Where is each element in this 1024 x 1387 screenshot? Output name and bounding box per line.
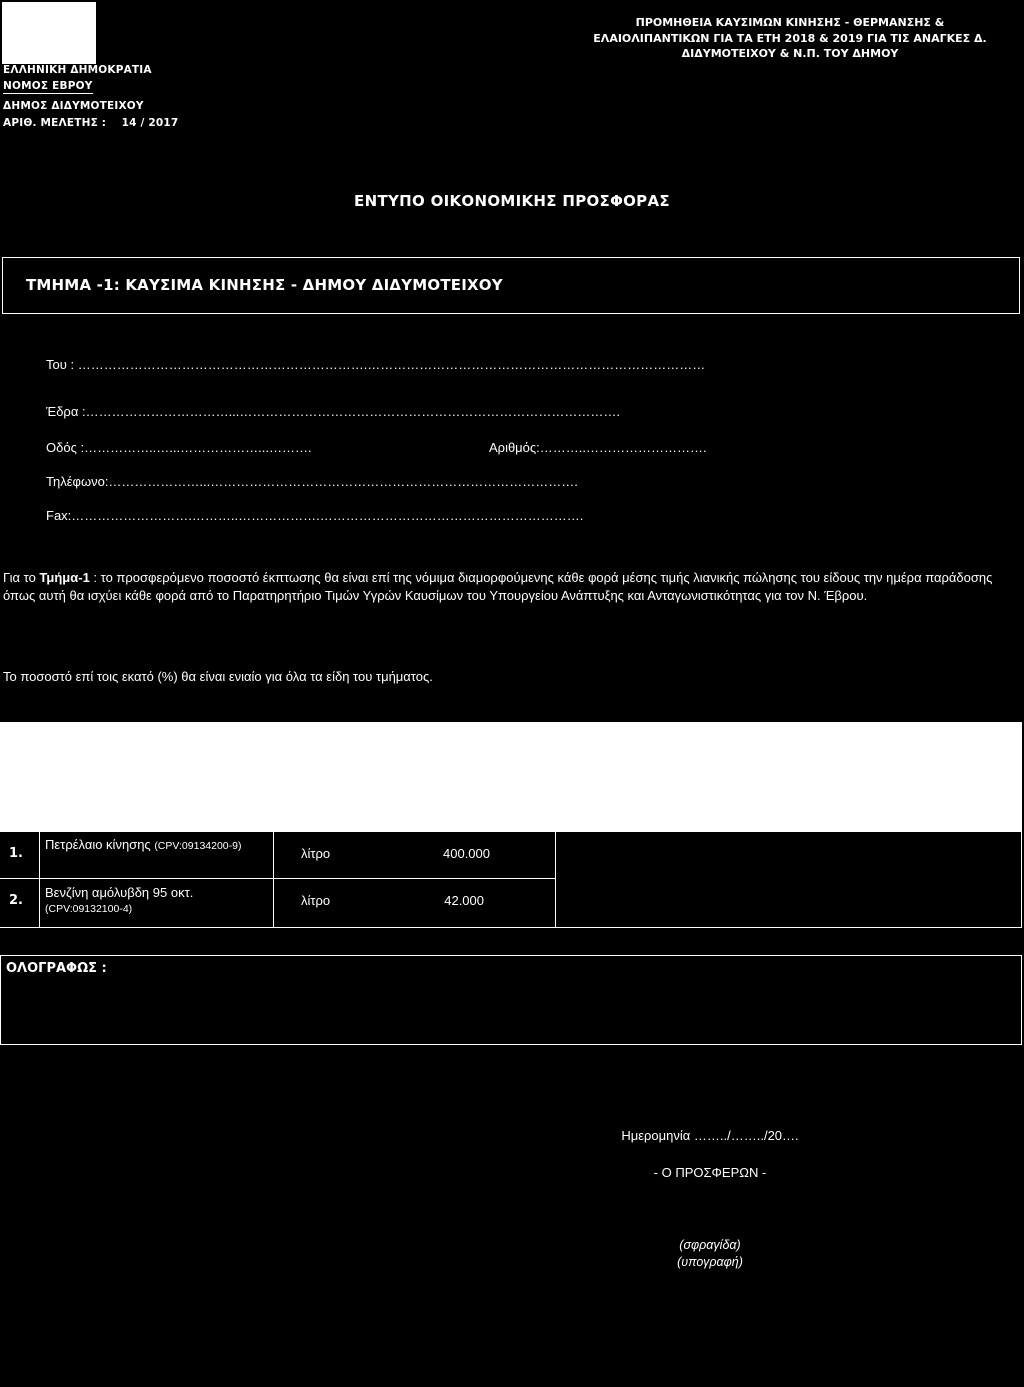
paragraph-text: : το προσφερόμενο ποσοστό έκπτωσης θα είναι επί της νόμιμα διαμορφούμενης κάθε φορά μέσης τιμής λιανικής πώλησης του είδους την ημέρα παράδοσης όπως αυτή θα ισχύει κάθε φορά από το Παρατηρητήριο Τιμών Υγρών Καυσίμων του Υπουργείου Ανάπτυξης και Ανταγωνιστικότητας για τον Ν. Έβρου. [3, 570, 993, 603]
field-street[interactable]: Οδός :……………..…...………………...………. [46, 440, 312, 455]
project-title [560, 15, 1020, 62]
document-title: ΕΝΤΥΠΟ ΟΙΚΟΝΟΜΙΚΗΣ ΠΡΟΣΦΟΡΑΣ [354, 192, 670, 210]
table-border [0, 927, 1022, 928]
item-cpv-code: (CPV:09132100-4) [45, 903, 133, 915]
project-title-line: ΕΛΑΙΟΛΙΠΑΝΤΙΚΩΝ ΓΙΑ ΤΑ ΕΤΗ 2018 & 2019 ΓΙΑ ΤΙΣ ΑΝΑΓΚΕΣ Δ. [593, 31, 987, 45]
item-unit: λίτρο [301, 893, 331, 908]
table-border [39, 830, 40, 928]
paragraph-text: Για το [3, 570, 40, 585]
project-title-line: ΠΡΟΜΗΘΕΙΑ ΚΑΥΣΙΜΩΝ ΚΙΝΗΣΗΣ - ΘΕΡΜΑΝΣΗΣ & [635, 16, 945, 29]
table-border [1021, 830, 1022, 928]
table-header-band [0, 722, 1022, 832]
stamp-label: (σφραγίδα) [679, 1238, 741, 1252]
uniform-rate-paragraph: Το ποσοστό επί τοις εκατό (%) θα είναι ενιαίο για όλα τα είδη του τμήματος. [3, 669, 433, 684]
amount-in-words-box[interactable] [0, 955, 1022, 1045]
paragraph-bold: Τμήμα-1 [39, 570, 90, 585]
item-unit: λίτρο [301, 846, 331, 861]
item-quantity: 400.000 [443, 846, 490, 861]
project-title-line: ΔΙΔΥΜΟΤΕΙΧΟΥ & Ν.Π. ΤΟΥ ΔΗΜΟΥ [681, 47, 899, 60]
item-number: 1. [9, 846, 23, 861]
municipality-label: ΔΗΜΟΣ ΔΙΔΥΜΟΤΕΙΧΟΥ [3, 100, 144, 112]
country-label: ΕΛΛΗΝΙΚΗ ΔΗΜΟΚΡΑΤΙΑ [3, 64, 152, 76]
table-border [555, 830, 556, 928]
field-phone[interactable]: Τηλέφωνο:…………………...…………………………………………………………………………. [46, 474, 578, 489]
field-fax[interactable]: Fax:……………………….………..……………….……………………………………………………. [46, 508, 584, 523]
study-number-value: 14 / 2017 [121, 117, 179, 129]
date-field[interactable]: Ημερομηνία ……../……../20…. [621, 1128, 799, 1143]
field-seat[interactable]: Έδρα :……………………………...……………………………………………………………………………. [46, 404, 621, 419]
offerer-label: - Ο ΠΡΟΣΦΕΡΩΝ - [653, 1165, 767, 1180]
item-cpv-code: (CPV:09134200-9) [154, 840, 242, 852]
amount-in-words-label: ΟΛΟΓΡΑΦΩΣ : [6, 961, 107, 976]
item-quantity: 42.000 [444, 893, 484, 908]
table-border [0, 830, 1022, 831]
coat-of-arms-icon [2, 2, 96, 64]
item-description-main: Πετρέλαιο κίνησης [45, 837, 155, 852]
item-description [45, 885, 273, 917]
item-description [45, 837, 273, 854]
discount-paragraph [3, 569, 1018, 605]
table-border [0, 878, 555, 879]
study-label-text: ΑΡΙΘ. ΜΕΛΕΤΗΣ : [3, 117, 107, 129]
section-title: ΤΜΗΜΑ -1: ΚΑΥΣΙΜΑ ΚΙΝΗΣΗΣ - ΔΗΜΟΥ ΔΙΔΥΜΟΤΕΙΧΟΥ [26, 276, 503, 294]
item-description-main: Βενζίνη αμόλυβδη 95 οκτ. [45, 885, 194, 900]
field-name[interactable]: Του : ………………………………………………………….…………………………………………………………………… [46, 357, 706, 372]
signature-label: (υπογραφή) [677, 1255, 743, 1269]
prefecture-label: ΝΟΜΟΣ ΕΒΡΟΥ [3, 80, 93, 92]
item-number: 2. [9, 893, 23, 908]
field-street-number[interactable]: Αριθμός:………..………………………. [489, 440, 707, 455]
study-number-label [3, 114, 178, 132]
table-border [273, 830, 274, 928]
